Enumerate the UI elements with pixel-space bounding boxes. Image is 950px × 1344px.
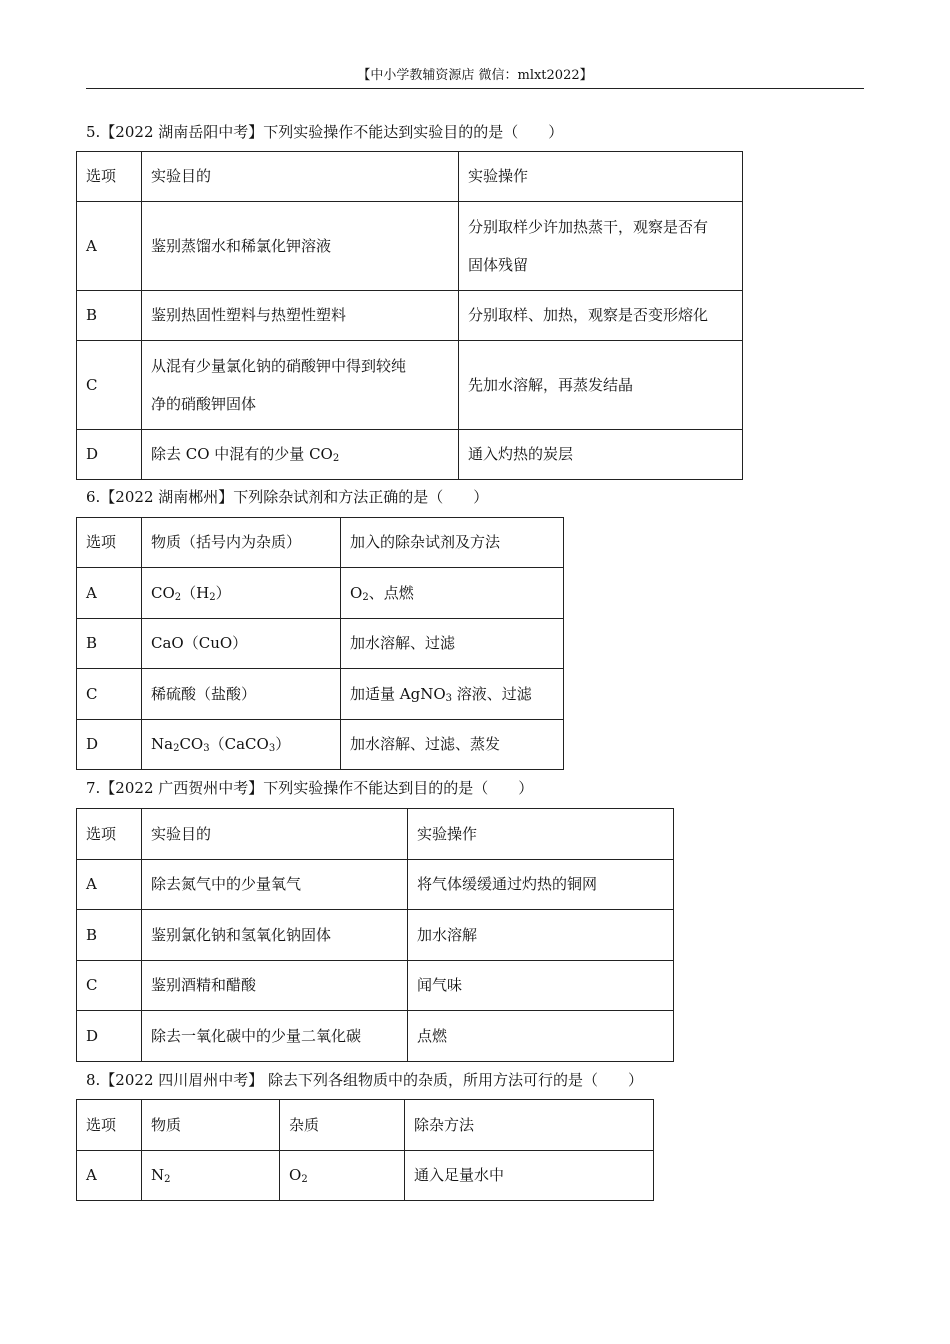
operation-line-2: 固体残留	[468, 256, 529, 274]
goal-cell: 鉴别酒精和醋酸	[142, 961, 408, 1011]
option-cell: B	[77, 619, 142, 669]
header-cell: 杂质	[280, 1100, 405, 1151]
operation-cell: 加水溶解	[408, 910, 674, 961]
option-cell: D	[77, 430, 142, 480]
question-8-title: 8.【2022 四川眉州中考】 除去下列各组物质中的杂质，所用方法可行的是（ ）	[86, 1071, 644, 1089]
subscript: 2	[332, 453, 340, 464]
subscript: 2	[173, 743, 180, 754]
goal-cell: 鉴别氯化钠和氢氧化钠固体	[142, 910, 408, 961]
subscript: 2	[164, 1174, 171, 1185]
header-cell: 物质（括号内为杂质）	[142, 518, 341, 568]
table-row	[77, 860, 674, 910]
question-6-table	[76, 517, 564, 770]
header-cell: 实验目的	[142, 152, 459, 202]
option-cell: A	[77, 568, 142, 619]
operation-cell: 点燃	[408, 1011, 674, 1062]
formula-part: CO	[179, 735, 204, 753]
formula-part: O	[289, 1166, 302, 1184]
question-7-table	[76, 808, 674, 1062]
table-row	[77, 720, 564, 770]
goal-line-2: 净的硝酸钾固体	[151, 395, 257, 413]
table-header-row	[77, 809, 674, 860]
operation-cell	[459, 202, 743, 291]
operation-cell: 先加水溶解，再蒸发结晶	[459, 341, 743, 430]
operation-cell: 将气体缓缓通过灼热的铜网	[408, 860, 674, 910]
operation-cell: 闻气味	[408, 961, 674, 1011]
question-5-title: 5.【2022 湖南岳阳中考】下列实验操作不能达到实验目的的是（ ）	[86, 123, 564, 141]
method-text: 溶液、过滤	[452, 684, 532, 703]
option-cell: A	[77, 202, 142, 291]
subscript: 2	[174, 591, 182, 603]
formula-part: N	[151, 1166, 165, 1184]
header-cell: 选项	[77, 152, 142, 202]
table-header-row	[77, 1100, 654, 1151]
table-row	[77, 291, 743, 341]
table-row	[77, 568, 564, 619]
table-row	[77, 669, 564, 720]
option-cell: B	[77, 910, 142, 961]
formula-part: （H	[181, 583, 210, 602]
option-cell: C	[77, 961, 142, 1011]
header-cell: 实验操作	[459, 152, 743, 202]
table-row	[77, 961, 674, 1011]
subscript: 2	[362, 591, 369, 603]
table-row	[77, 202, 743, 291]
operation-line-1: 分别取样少许加热蒸干，观察是否有	[468, 218, 709, 236]
method-text: 、点燃	[368, 583, 414, 602]
table-row	[77, 910, 674, 961]
page-header: 【中小学教辅资源店 微信：mlxt2022】	[86, 66, 864, 89]
subscript: 3	[268, 743, 276, 754]
formula-part: （CaCO	[209, 735, 269, 753]
question-5-table	[76, 151, 743, 480]
table-row	[77, 430, 743, 480]
table-header-row	[77, 518, 564, 568]
substance-cell: CaO（CuO）	[142, 619, 341, 669]
goal-cell	[142, 341, 459, 430]
option-cell: D	[77, 1011, 142, 1062]
table-row	[77, 341, 743, 430]
formula-part: ）	[215, 583, 231, 602]
formula-part: Na	[151, 735, 174, 753]
impurity-cell	[280, 1151, 405, 1201]
option-cell: A	[77, 860, 142, 910]
substance-cell	[142, 568, 341, 619]
header-cell: 选项	[77, 518, 142, 568]
operation-cell: 分别取样、加热，观察是否变形熔化	[459, 291, 743, 341]
subscript: 3	[203, 743, 210, 754]
method-text: 加适量 AgNO	[350, 684, 446, 703]
operation-cell: 通入灼热的炭层	[459, 430, 743, 480]
option-cell: C	[77, 341, 142, 430]
subscript: 2	[209, 591, 216, 603]
formula-part: O	[350, 583, 363, 602]
header-cell: 除杂方法	[405, 1100, 654, 1151]
table-row	[77, 1011, 674, 1062]
goal-cell: 除去一氧化碳中的少量二氧化碳	[142, 1011, 408, 1062]
goal-line-1: 从混有少量氯化钠的硝酸钾中得到较纯	[151, 357, 407, 375]
method-cell	[341, 568, 564, 619]
option-cell: A	[77, 1151, 142, 1201]
goal-cell	[142, 430, 459, 480]
header-cell: 选项	[77, 1100, 142, 1151]
question-7-title: 7.【2022 广西贺州中考】下列实验操作不能达到目的的是（ ）	[86, 779, 534, 797]
formula-part: CO	[151, 583, 175, 602]
substance-cell	[142, 720, 341, 770]
goal-text: 除去 CO 中混有的少量 CO	[151, 445, 333, 463]
goal-cell: 除去氮气中的少量氧气	[142, 860, 408, 910]
subscript: 3	[445, 692, 453, 704]
method-cell: 通入足量水中	[405, 1151, 654, 1201]
substance-cell: 稀硫酸（盐酸）	[142, 669, 341, 720]
table-row	[77, 1151, 654, 1201]
formula-part: ）	[275, 735, 291, 753]
option-cell: C	[77, 669, 142, 720]
table-row	[77, 619, 564, 669]
option-cell: B	[77, 291, 142, 341]
method-cell	[341, 669, 564, 720]
substance-cell	[142, 1151, 280, 1201]
method-cell: 加水溶解、过滤、蒸发	[341, 720, 564, 770]
goal-cell: 鉴别蒸馏水和稀氯化钾溶液	[142, 202, 459, 291]
question-8-table	[76, 1099, 654, 1201]
header-cell: 实验操作	[408, 809, 674, 860]
table-header-row	[77, 152, 743, 202]
method-cell: 加水溶解、过滤	[341, 619, 564, 669]
question-6-title: 6.【2022 湖南郴州】下列除杂试剂和方法正确的是（ ）	[86, 488, 489, 506]
header-cell: 物质	[142, 1100, 280, 1151]
subscript: 2	[301, 1174, 308, 1185]
goal-cell: 鉴别热固性塑料与热塑性塑料	[142, 291, 459, 341]
header-cell: 加入的除杂试剂及方法	[341, 518, 564, 568]
option-cell: D	[77, 720, 142, 770]
header-cell: 实验目的	[142, 809, 408, 860]
header-cell: 选项	[77, 809, 142, 860]
